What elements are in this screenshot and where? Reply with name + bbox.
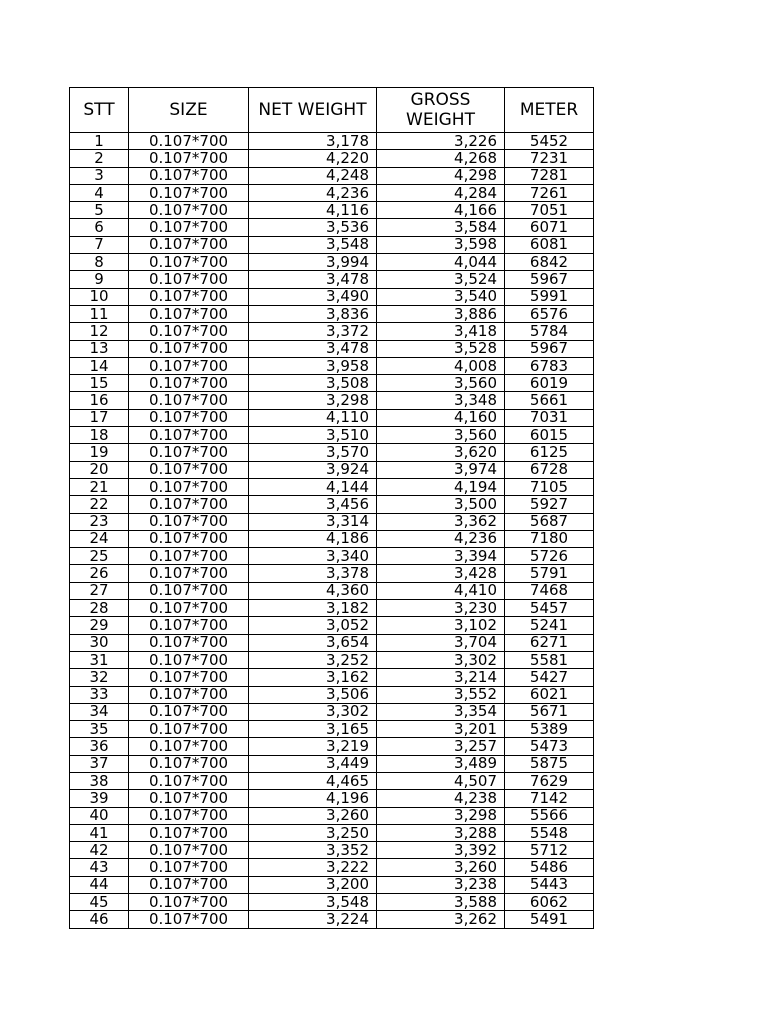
table-row bbox=[70, 600, 594, 617]
cell-gross-weight: 3,302 bbox=[377, 651, 505, 668]
cell-size: 0.107*700 bbox=[129, 444, 249, 461]
cell-gross-weight: 3,704 bbox=[377, 634, 505, 651]
cell-gross-weight: 4,236 bbox=[377, 530, 505, 547]
cell-net-weight: 3,200 bbox=[249, 876, 377, 893]
cell-size: 0.107*700 bbox=[129, 600, 249, 617]
cell-size: 0.107*700 bbox=[129, 530, 249, 547]
cell-gross-weight: 4,194 bbox=[377, 478, 505, 495]
table-row bbox=[70, 167, 594, 184]
cell-stt: 46 bbox=[70, 911, 129, 928]
cell-stt: 21 bbox=[70, 478, 129, 495]
cell-net-weight: 3,508 bbox=[249, 375, 377, 392]
cell-gross-weight: 4,166 bbox=[377, 202, 505, 219]
cell-stt: 24 bbox=[70, 530, 129, 547]
cell-meter: 5473 bbox=[505, 738, 594, 755]
cell-size: 0.107*700 bbox=[129, 357, 249, 374]
cell-meter: 5671 bbox=[505, 703, 594, 720]
table-row bbox=[70, 357, 594, 374]
cell-stt: 3 bbox=[70, 167, 129, 184]
cell-net-weight: 3,298 bbox=[249, 392, 377, 409]
cell-gross-weight: 4,044 bbox=[377, 254, 505, 271]
cell-meter: 5443 bbox=[505, 876, 594, 893]
cell-meter: 7261 bbox=[505, 184, 594, 201]
table-row bbox=[70, 703, 594, 720]
table-row bbox=[70, 548, 594, 565]
cell-net-weight: 3,924 bbox=[249, 461, 377, 478]
cell-gross-weight: 3,524 bbox=[377, 271, 505, 288]
cell-size: 0.107*700 bbox=[129, 755, 249, 772]
cell-meter: 6728 bbox=[505, 461, 594, 478]
cell-net-weight: 3,449 bbox=[249, 755, 377, 772]
cell-stt: 44 bbox=[70, 876, 129, 893]
cell-meter: 6015 bbox=[505, 427, 594, 444]
cell-size: 0.107*700 bbox=[129, 150, 249, 167]
cell-stt: 29 bbox=[70, 617, 129, 634]
cell-size: 0.107*700 bbox=[129, 703, 249, 720]
cell-net-weight: 3,352 bbox=[249, 842, 377, 859]
cell-net-weight: 3,836 bbox=[249, 305, 377, 322]
cell-stt: 43 bbox=[70, 859, 129, 876]
cell-stt: 12 bbox=[70, 323, 129, 340]
cell-stt: 8 bbox=[70, 254, 129, 271]
cell-gross-weight: 3,500 bbox=[377, 496, 505, 513]
cell-stt: 14 bbox=[70, 357, 129, 374]
table-row bbox=[70, 305, 594, 322]
cell-gross-weight: 4,410 bbox=[377, 582, 505, 599]
table-row bbox=[70, 634, 594, 651]
cell-meter: 6019 bbox=[505, 375, 594, 392]
table-row bbox=[70, 651, 594, 668]
cell-gross-weight: 3,288 bbox=[377, 824, 505, 841]
cell-stt: 17 bbox=[70, 409, 129, 426]
cell-stt: 23 bbox=[70, 513, 129, 530]
cell-size: 0.107*700 bbox=[129, 461, 249, 478]
cell-net-weight: 3,224 bbox=[249, 911, 377, 928]
cell-meter: 5991 bbox=[505, 288, 594, 305]
table-row bbox=[70, 340, 594, 357]
cell-size: 0.107*700 bbox=[129, 824, 249, 841]
cell-net-weight: 4,196 bbox=[249, 790, 377, 807]
cell-size: 0.107*700 bbox=[129, 859, 249, 876]
cell-stt: 22 bbox=[70, 496, 129, 513]
cell-meter: 5875 bbox=[505, 755, 594, 772]
cell-size: 0.107*700 bbox=[129, 634, 249, 651]
table-row bbox=[70, 565, 594, 582]
table-row bbox=[70, 721, 594, 738]
cell-meter: 5791 bbox=[505, 565, 594, 582]
table-row bbox=[70, 150, 594, 167]
table-row bbox=[70, 790, 594, 807]
cell-size: 0.107*700 bbox=[129, 202, 249, 219]
cell-gross-weight: 3,238 bbox=[377, 876, 505, 893]
cell-stt: 25 bbox=[70, 548, 129, 565]
cell-size: 0.107*700 bbox=[129, 738, 249, 755]
cell-net-weight: 3,340 bbox=[249, 548, 377, 565]
cell-stt: 36 bbox=[70, 738, 129, 755]
cell-stt: 26 bbox=[70, 565, 129, 582]
table-row bbox=[70, 617, 594, 634]
cell-net-weight: 4,116 bbox=[249, 202, 377, 219]
cell-net-weight: 4,144 bbox=[249, 478, 377, 495]
cell-meter: 6081 bbox=[505, 236, 594, 253]
cell-size: 0.107*700 bbox=[129, 565, 249, 582]
cell-size: 0.107*700 bbox=[129, 807, 249, 824]
cell-meter: 6576 bbox=[505, 305, 594, 322]
cell-stt: 42 bbox=[70, 842, 129, 859]
table-row bbox=[70, 288, 594, 305]
cell-gross-weight: 4,238 bbox=[377, 790, 505, 807]
cell-size: 0.107*700 bbox=[129, 375, 249, 392]
cell-stt: 28 bbox=[70, 600, 129, 617]
packing-list-table bbox=[69, 87, 594, 929]
cell-meter: 6021 bbox=[505, 686, 594, 703]
cell-net-weight: 4,248 bbox=[249, 167, 377, 184]
cell-meter: 5687 bbox=[505, 513, 594, 530]
cell-gross-weight: 3,298 bbox=[377, 807, 505, 824]
cell-net-weight: 3,456 bbox=[249, 496, 377, 513]
cell-net-weight: 3,260 bbox=[249, 807, 377, 824]
table-row bbox=[70, 876, 594, 893]
cell-meter: 7468 bbox=[505, 582, 594, 599]
table-row bbox=[70, 755, 594, 772]
cell-meter: 6842 bbox=[505, 254, 594, 271]
cell-net-weight: 3,536 bbox=[249, 219, 377, 236]
cell-gross-weight: 3,598 bbox=[377, 236, 505, 253]
cell-size: 0.107*700 bbox=[129, 790, 249, 807]
cell-gross-weight: 3,394 bbox=[377, 548, 505, 565]
cell-net-weight: 3,958 bbox=[249, 357, 377, 374]
cell-gross-weight: 3,528 bbox=[377, 340, 505, 357]
cell-meter: 7629 bbox=[505, 772, 594, 789]
cell-size: 0.107*700 bbox=[129, 894, 249, 911]
cell-size: 0.107*700 bbox=[129, 617, 249, 634]
cell-stt: 19 bbox=[70, 444, 129, 461]
table-row bbox=[70, 582, 594, 599]
cell-stt: 9 bbox=[70, 271, 129, 288]
cell-meter: 5784 bbox=[505, 323, 594, 340]
cell-meter: 6125 bbox=[505, 444, 594, 461]
cell-stt: 5 bbox=[70, 202, 129, 219]
cell-stt: 4 bbox=[70, 184, 129, 201]
cell-gross-weight: 4,268 bbox=[377, 150, 505, 167]
header-size: SIZE bbox=[129, 88, 249, 133]
cell-meter: 7231 bbox=[505, 150, 594, 167]
header-stt: STT bbox=[70, 88, 129, 133]
table-row bbox=[70, 392, 594, 409]
cell-size: 0.107*700 bbox=[129, 721, 249, 738]
cell-net-weight: 3,570 bbox=[249, 444, 377, 461]
cell-stt: 40 bbox=[70, 807, 129, 824]
cell-gross-weight: 4,160 bbox=[377, 409, 505, 426]
table-row bbox=[70, 219, 594, 236]
cell-net-weight: 4,186 bbox=[249, 530, 377, 547]
cell-meter: 5427 bbox=[505, 669, 594, 686]
cell-gross-weight: 3,620 bbox=[377, 444, 505, 461]
table-row bbox=[70, 375, 594, 392]
cell-net-weight: 4,110 bbox=[249, 409, 377, 426]
cell-net-weight: 3,162 bbox=[249, 669, 377, 686]
cell-net-weight: 3,478 bbox=[249, 340, 377, 357]
cell-meter: 5726 bbox=[505, 548, 594, 565]
cell-net-weight: 3,219 bbox=[249, 738, 377, 755]
cell-meter: 5389 bbox=[505, 721, 594, 738]
cell-gross-weight: 3,552 bbox=[377, 686, 505, 703]
cell-meter: 7051 bbox=[505, 202, 594, 219]
cell-meter: 7142 bbox=[505, 790, 594, 807]
cell-meter: 5548 bbox=[505, 824, 594, 841]
cell-net-weight: 3,222 bbox=[249, 859, 377, 876]
cell-net-weight: 3,250 bbox=[249, 824, 377, 841]
table-row bbox=[70, 911, 594, 928]
cell-stt: 41 bbox=[70, 824, 129, 841]
cell-size: 0.107*700 bbox=[129, 582, 249, 599]
cell-net-weight: 3,302 bbox=[249, 703, 377, 720]
cell-gross-weight: 4,284 bbox=[377, 184, 505, 201]
cell-gross-weight: 3,974 bbox=[377, 461, 505, 478]
table-row bbox=[70, 669, 594, 686]
cell-gross-weight: 4,298 bbox=[377, 167, 505, 184]
cell-meter: 5712 bbox=[505, 842, 594, 859]
cell-gross-weight: 3,354 bbox=[377, 703, 505, 720]
table-header bbox=[70, 88, 594, 133]
cell-size: 0.107*700 bbox=[129, 669, 249, 686]
cell-gross-weight: 3,392 bbox=[377, 842, 505, 859]
cell-size: 0.107*700 bbox=[129, 842, 249, 859]
cell-net-weight: 3,548 bbox=[249, 894, 377, 911]
cell-size: 0.107*700 bbox=[129, 236, 249, 253]
header-net-weight: NET WEIGHT bbox=[249, 88, 377, 133]
cell-net-weight: 3,478 bbox=[249, 271, 377, 288]
cell-gross-weight: 3,226 bbox=[377, 133, 505, 150]
cell-stt: 18 bbox=[70, 427, 129, 444]
cell-stt: 16 bbox=[70, 392, 129, 409]
table-row bbox=[70, 133, 594, 150]
cell-gross-weight: 3,260 bbox=[377, 859, 505, 876]
header-row bbox=[70, 88, 594, 133]
cell-net-weight: 4,220 bbox=[249, 150, 377, 167]
cell-meter: 7180 bbox=[505, 530, 594, 547]
cell-meter: 5486 bbox=[505, 859, 594, 876]
cell-size: 0.107*700 bbox=[129, 427, 249, 444]
cell-meter: 5927 bbox=[505, 496, 594, 513]
cell-stt: 32 bbox=[70, 669, 129, 686]
cell-size: 0.107*700 bbox=[129, 184, 249, 201]
cell-size: 0.107*700 bbox=[129, 340, 249, 357]
cell-stt: 11 bbox=[70, 305, 129, 322]
cell-gross-weight: 3,201 bbox=[377, 721, 505, 738]
cell-net-weight: 3,372 bbox=[249, 323, 377, 340]
cell-meter: 6062 bbox=[505, 894, 594, 911]
cell-stt: 20 bbox=[70, 461, 129, 478]
cell-stt: 38 bbox=[70, 772, 129, 789]
cell-meter: 5967 bbox=[505, 271, 594, 288]
cell-size: 0.107*700 bbox=[129, 876, 249, 893]
cell-size: 0.107*700 bbox=[129, 911, 249, 928]
table-body bbox=[70, 133, 594, 929]
cell-size: 0.107*700 bbox=[129, 288, 249, 305]
cell-meter: 6071 bbox=[505, 219, 594, 236]
header-gross-weight: GROSS WEIGHT bbox=[377, 88, 505, 133]
cell-gross-weight: 3,214 bbox=[377, 669, 505, 686]
cell-size: 0.107*700 bbox=[129, 392, 249, 409]
table-row bbox=[70, 478, 594, 495]
cell-net-weight: 3,182 bbox=[249, 600, 377, 617]
table-row bbox=[70, 236, 594, 253]
cell-meter: 6271 bbox=[505, 634, 594, 651]
table-row bbox=[70, 461, 594, 478]
cell-gross-weight: 3,886 bbox=[377, 305, 505, 322]
cell-net-weight: 3,052 bbox=[249, 617, 377, 634]
cell-gross-weight: 4,008 bbox=[377, 357, 505, 374]
cell-stt: 30 bbox=[70, 634, 129, 651]
cell-stt: 2 bbox=[70, 150, 129, 167]
cell-gross-weight: 3,230 bbox=[377, 600, 505, 617]
cell-stt: 27 bbox=[70, 582, 129, 599]
cell-meter: 7031 bbox=[505, 409, 594, 426]
cell-net-weight: 3,252 bbox=[249, 651, 377, 668]
cell-stt: 15 bbox=[70, 375, 129, 392]
cell-size: 0.107*700 bbox=[129, 686, 249, 703]
cell-net-weight: 4,360 bbox=[249, 582, 377, 599]
cell-meter: 7105 bbox=[505, 478, 594, 495]
cell-net-weight: 3,490 bbox=[249, 288, 377, 305]
cell-stt: 37 bbox=[70, 755, 129, 772]
cell-net-weight: 3,994 bbox=[249, 254, 377, 271]
cell-gross-weight: 3,362 bbox=[377, 513, 505, 530]
cell-net-weight: 3,510 bbox=[249, 427, 377, 444]
cell-gross-weight: 4,507 bbox=[377, 772, 505, 789]
cell-stt: 1 bbox=[70, 133, 129, 150]
cell-size: 0.107*700 bbox=[129, 548, 249, 565]
table-row bbox=[70, 530, 594, 547]
cell-size: 0.107*700 bbox=[129, 271, 249, 288]
cell-stt: 34 bbox=[70, 703, 129, 720]
cell-stt: 13 bbox=[70, 340, 129, 357]
cell-size: 0.107*700 bbox=[129, 167, 249, 184]
table-row bbox=[70, 323, 594, 340]
table-row bbox=[70, 859, 594, 876]
cell-gross-weight: 3,540 bbox=[377, 288, 505, 305]
cell-stt: 35 bbox=[70, 721, 129, 738]
cell-meter: 6783 bbox=[505, 357, 594, 374]
cell-gross-weight: 3,262 bbox=[377, 911, 505, 928]
header-meter: METER bbox=[505, 88, 594, 133]
table-row bbox=[70, 686, 594, 703]
cell-size: 0.107*700 bbox=[129, 478, 249, 495]
table-row bbox=[70, 824, 594, 841]
cell-gross-weight: 3,428 bbox=[377, 565, 505, 582]
cell-meter: 7281 bbox=[505, 167, 594, 184]
cell-stt: 39 bbox=[70, 790, 129, 807]
table-row bbox=[70, 513, 594, 530]
cell-size: 0.107*700 bbox=[129, 305, 249, 322]
cell-net-weight: 4,465 bbox=[249, 772, 377, 789]
cell-net-weight: 3,654 bbox=[249, 634, 377, 651]
cell-meter: 5241 bbox=[505, 617, 594, 634]
cell-size: 0.107*700 bbox=[129, 513, 249, 530]
cell-net-weight: 3,314 bbox=[249, 513, 377, 530]
cell-meter: 5661 bbox=[505, 392, 594, 409]
table-row bbox=[70, 254, 594, 271]
cell-meter: 5581 bbox=[505, 651, 594, 668]
cell-net-weight: 3,378 bbox=[249, 565, 377, 582]
cell-gross-weight: 3,560 bbox=[377, 375, 505, 392]
cell-meter: 5491 bbox=[505, 911, 594, 928]
cell-gross-weight: 3,418 bbox=[377, 323, 505, 340]
cell-size: 0.107*700 bbox=[129, 254, 249, 271]
cell-net-weight: 3,548 bbox=[249, 236, 377, 253]
cell-net-weight: 3,165 bbox=[249, 721, 377, 738]
cell-net-weight: 4,236 bbox=[249, 184, 377, 201]
cell-stt: 33 bbox=[70, 686, 129, 703]
table-row bbox=[70, 202, 594, 219]
table-row bbox=[70, 496, 594, 513]
table-row bbox=[70, 444, 594, 461]
cell-gross-weight: 3,560 bbox=[377, 427, 505, 444]
cell-net-weight: 3,506 bbox=[249, 686, 377, 703]
cell-size: 0.107*700 bbox=[129, 496, 249, 513]
cell-meter: 5457 bbox=[505, 600, 594, 617]
cell-size: 0.107*700 bbox=[129, 219, 249, 236]
table-row bbox=[70, 738, 594, 755]
cell-gross-weight: 3,489 bbox=[377, 755, 505, 772]
cell-net-weight: 3,178 bbox=[249, 133, 377, 150]
table-row bbox=[70, 271, 594, 288]
cell-size: 0.107*700 bbox=[129, 133, 249, 150]
cell-gross-weight: 3,102 bbox=[377, 617, 505, 634]
cell-meter: 5967 bbox=[505, 340, 594, 357]
cell-gross-weight: 3,584 bbox=[377, 219, 505, 236]
table-row bbox=[70, 894, 594, 911]
cell-gross-weight: 3,348 bbox=[377, 392, 505, 409]
table-row bbox=[70, 409, 594, 426]
table-row bbox=[70, 427, 594, 444]
cell-size: 0.107*700 bbox=[129, 651, 249, 668]
cell-gross-weight: 3,588 bbox=[377, 894, 505, 911]
table-row bbox=[70, 807, 594, 824]
cell-stt: 31 bbox=[70, 651, 129, 668]
cell-size: 0.107*700 bbox=[129, 323, 249, 340]
table-row bbox=[70, 184, 594, 201]
cell-meter: 5566 bbox=[505, 807, 594, 824]
cell-stt: 10 bbox=[70, 288, 129, 305]
cell-stt: 45 bbox=[70, 894, 129, 911]
cell-stt: 7 bbox=[70, 236, 129, 253]
cell-size: 0.107*700 bbox=[129, 409, 249, 426]
cell-meter: 5452 bbox=[505, 133, 594, 150]
cell-size: 0.107*700 bbox=[129, 772, 249, 789]
cell-gross-weight: 3,257 bbox=[377, 738, 505, 755]
table-row bbox=[70, 842, 594, 859]
table-row bbox=[70, 772, 594, 789]
cell-stt: 6 bbox=[70, 219, 129, 236]
